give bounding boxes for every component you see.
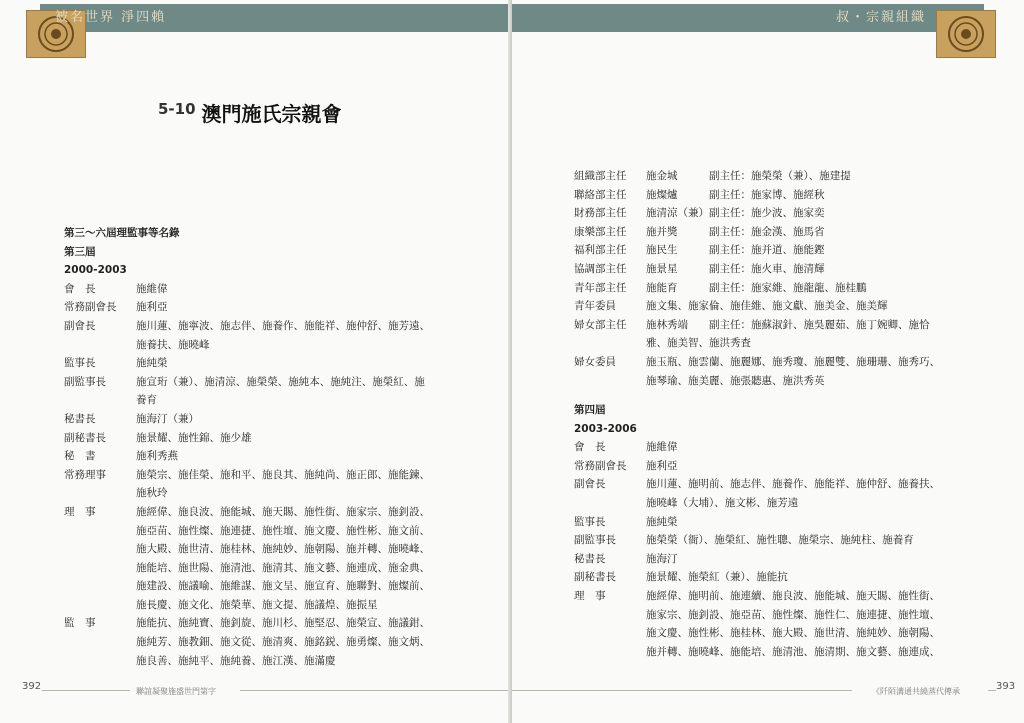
roster-row	[64, 447, 464, 466]
role-label: 常務副會長	[574, 459, 627, 472]
roster-row	[574, 260, 994, 279]
role-label: 婦女部主任	[574, 318, 627, 331]
member-names	[136, 614, 464, 670]
member-line: 施利亞	[136, 301, 168, 314]
role-label: 青年委員	[574, 300, 616, 313]
member-line: 施秋玲	[136, 487, 168, 500]
member-line: 施能抗、施純寶、施釗旋、施川杉、施堅忍、施榮宣、施議鉗、	[136, 617, 430, 630]
header-band-text: 被名世界 淨四賴	[55, 10, 167, 25]
roster-row	[574, 167, 994, 186]
member-line: 施良善、施純平、施純養、施江漢、施滿慶	[136, 654, 336, 667]
role-label: 組織部主任	[574, 170, 627, 182]
member-line: 施文集、施家倫、施佳維、施文獻、施美金、施美輝	[646, 300, 888, 313]
role-label: 秘書長	[64, 412, 96, 425]
member-names	[646, 587, 994, 661]
footer-rule	[988, 690, 996, 691]
role-label: 秘書長	[574, 552, 606, 565]
roster-row	[574, 204, 994, 223]
roster-rows	[574, 167, 994, 390]
page-number: 392	[22, 681, 42, 692]
member-line: 施川蓮、施寧波、施志伴、施養作、施能祥、施仲舒、施芳遠、	[136, 319, 430, 332]
roster-row	[64, 280, 464, 299]
member-line: 施榮榮（衙）、施榮紅、施性聰、施榮宗、施純柱、施養育	[646, 534, 914, 547]
member-line: 施亞苗、施性燦、施連捷、施性壇、施文慶、施性彬、施文前、	[136, 524, 430, 537]
roster-row	[574, 241, 994, 260]
member-line: 施川蓮、施明前、施志伴、施養作、施能祥、施仲舒、施養扶、	[646, 478, 940, 491]
member-line: 施金城 副主任：施榮榮（兼）、施建提	[646, 170, 851, 182]
member-names	[646, 297, 994, 316]
member-names	[646, 204, 994, 223]
member-line: 施并轉、施曉峰、施能培、施清池、施清期、施文藝、施連成、	[646, 645, 940, 658]
roster-row	[574, 457, 994, 476]
member-line: 施能培、施世陽、施清池、施清其、施文藝、施連成、施金典、	[136, 561, 430, 574]
role-label: 青年部主任	[574, 281, 627, 294]
roster-row	[64, 354, 464, 373]
roster-row	[64, 429, 464, 448]
member-line: 施純榮	[136, 357, 168, 370]
member-names	[136, 354, 464, 373]
member-line: 施景耀、施性錦、施少雄	[136, 431, 252, 444]
member-line: 施景星 副主任：施火車、施清輝	[646, 262, 825, 275]
member-names	[136, 466, 464, 503]
member-names	[136, 280, 464, 299]
member-line: 施純芳、施教鈿、施文從、施清爽、施銘鋭、施勇燦、施文炳、	[136, 636, 430, 649]
term-years: 2000-2003	[64, 264, 127, 277]
header-band-text: 叔・宗親組織	[835, 10, 926, 25]
member-names	[136, 410, 464, 429]
roster-row	[574, 316, 994, 353]
role-label: 副監事長	[64, 375, 106, 388]
roster-row	[64, 317, 464, 354]
roster-row	[64, 503, 464, 615]
roster-row	[64, 373, 464, 410]
member-line: 施經偉、施良波、施能城、施天賜、施性街、施家宗、施釗設、	[136, 505, 430, 518]
member-line: 施文慶、施性彬、施桂林、施大殿、施世清、施純妙、施朝陽、	[646, 627, 940, 640]
member-line: 施民生 副主任：施并道、施能鏗	[646, 244, 825, 257]
role-label: 常務理事	[64, 468, 106, 481]
member-names	[646, 550, 994, 569]
roster-heading: 第三～六屆理監事等名錄	[64, 227, 180, 239]
role-label: 財務部主任	[574, 207, 627, 220]
roster-block-bottom	[574, 401, 994, 661]
member-names	[646, 531, 994, 550]
member-line: 施景耀、施榮紅（兼）、施能抗	[646, 571, 788, 584]
footer-rule	[240, 690, 511, 691]
role-label: 監 事	[64, 617, 96, 630]
roster-block	[64, 224, 464, 670]
roster-rows	[64, 280, 464, 670]
role-label: 秘 書	[64, 450, 96, 463]
roster-row	[574, 353, 994, 390]
member-line: 施養扶、施曉峰	[136, 338, 210, 351]
member-names	[646, 475, 994, 512]
member-names	[136, 447, 464, 466]
member-names	[136, 503, 464, 615]
member-names	[646, 353, 994, 390]
roster-row	[574, 550, 994, 569]
roster-row	[64, 466, 464, 503]
role-label: 理 事	[64, 505, 96, 518]
roster-block-top	[574, 167, 994, 390]
member-line: 施利亞	[646, 459, 678, 472]
term-name: 第四屆	[574, 404, 606, 416]
roster-row	[64, 614, 464, 670]
member-line: 施海汀	[646, 552, 678, 565]
member-line: 施海汀（兼）	[136, 412, 199, 425]
member-line: 養育	[136, 394, 157, 407]
member-line: 施維偉	[646, 441, 678, 454]
left-page	[0, 0, 511, 723]
role-label: 理 事	[574, 589, 606, 602]
member-names	[136, 429, 464, 448]
role-label: 常務副會長	[64, 301, 117, 314]
member-names	[646, 438, 994, 457]
member-line: 施純榮	[646, 515, 678, 528]
member-names	[646, 241, 994, 260]
roster-row	[574, 438, 994, 457]
role-label: 福利部主任	[574, 244, 627, 257]
member-line: 施林秀端 副主任：施蘇淑針、施吳麗茹、施丁婉卿、施恰	[646, 318, 930, 331]
member-line: 施利秀燕	[136, 450, 178, 463]
role-label: 監事長	[64, 357, 96, 370]
page-number: 393	[996, 681, 1016, 692]
member-line: 施并獎 副主任：施金漢、施馬省	[646, 225, 825, 238]
roster-row	[574, 475, 994, 512]
role-label: 康樂部主任	[574, 225, 627, 238]
member-line: 施榮宗、施佳榮、施和平、施良其、施純尚、施正郎、施能鍊、	[136, 468, 430, 481]
member-line: 施大殿、施世清、施桂林、施純妙、施朝陽、施并轉、施曉峰、	[136, 543, 430, 556]
role-label: 會 長	[574, 441, 606, 454]
emblem-logo	[936, 10, 996, 58]
roster-row	[64, 298, 464, 317]
roster-row	[574, 568, 994, 587]
member-line: 雅、施美智、施洪秀査	[646, 337, 751, 350]
role-label: 副秘書長	[574, 571, 616, 584]
term-name: 第三屆	[64, 245, 96, 258]
member-line: 施玉瓶、施雲蘭、施麗娜、施秀瓊、施麗雙、施珊珊、施秀巧、	[646, 355, 940, 368]
footer-text: 聯誼凝聚施盛世門第字	[136, 687, 216, 696]
roster-row	[574, 186, 994, 205]
footer-rule	[512, 690, 852, 691]
member-line: 施家宗、施釗設、施亞苗、施性燦、施性仁、施連捷、施性壇、	[646, 608, 940, 621]
member-names	[646, 279, 994, 298]
role-label: 聯絡部主任	[574, 188, 627, 201]
member-line: 施建設、施議喻、施維謀、施文呈、施宣育、施聯對、施燦前、	[136, 580, 430, 593]
member-line: 施燦爐 副主任：施家博、施經秋	[646, 188, 825, 201]
member-names	[646, 186, 994, 205]
role-label: 婦女委員	[574, 355, 616, 368]
role-label: 副會長	[64, 319, 96, 332]
term-years: 2003-2006	[574, 422, 637, 435]
section-title-text: 澳門施氏宗親會	[201, 102, 342, 126]
role-label: 副監事長	[574, 534, 616, 547]
member-line: 施長慶、施文化、施榮華、施文提、施議煌、施振星	[136, 598, 378, 611]
roster-rows	[574, 438, 994, 661]
role-label: 副秘書長	[64, 431, 106, 444]
member-line: 施能育 副主任：施家維、施龍龍、施桂鵬	[646, 281, 867, 294]
member-names	[646, 316, 994, 353]
role-label: 會 長	[64, 282, 96, 295]
member-names	[136, 317, 464, 354]
role-label: 副會長	[574, 478, 606, 491]
member-line: 施宣珩（兼）、施清涼、施榮榮、施純本、施純注、施榮紅、施	[136, 375, 425, 388]
member-line: 施琴瑜、施美麗、施張聽惠、施洪秀英	[646, 374, 825, 387]
footer-rule	[42, 690, 130, 691]
member-names	[136, 373, 464, 410]
right-page	[512, 0, 1024, 723]
member-names	[646, 260, 994, 279]
roster-row	[574, 587, 994, 661]
role-label: 監事長	[574, 515, 606, 528]
member-line: 施清涼（兼）副主任：施少波、施家奕	[646, 207, 825, 220]
member-names	[646, 457, 994, 476]
member-line: 施曉峰（大埔）、施文彬、施芳遠	[646, 496, 799, 509]
roster-row	[574, 223, 994, 242]
roster-row	[574, 513, 994, 532]
member-names	[646, 568, 994, 587]
section-title	[158, 98, 342, 127]
member-names	[646, 513, 994, 532]
roster-row	[574, 297, 994, 316]
roster-row	[574, 279, 994, 298]
roster-row	[64, 410, 464, 429]
footer-text: 《阡陌溝通共繞蒸代傳承	[872, 687, 960, 696]
member-line: 施維偉	[136, 282, 168, 295]
member-names	[646, 167, 994, 186]
section-number: 5-10	[158, 100, 196, 118]
roster-row	[574, 531, 994, 550]
role-label: 協調部主任	[574, 262, 627, 275]
member-names	[646, 223, 994, 242]
member-names	[136, 298, 464, 317]
member-line: 施經偉、施明前、施連續、施良波、施能城、施天賜、施性街、	[646, 589, 940, 602]
